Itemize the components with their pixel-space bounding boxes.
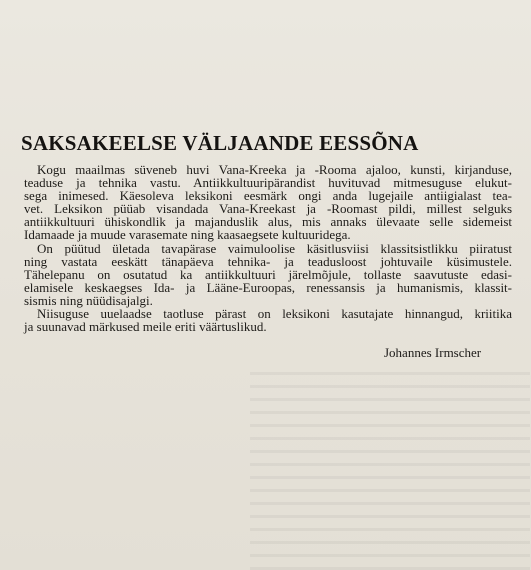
paragraph-2 bbox=[24, 242, 512, 307]
text-line: ja suunavad märkused meile eriti väärtuslikud. bbox=[24, 319, 267, 335]
text-line: antiikkultuuri ühiskondlik ja majanduslik alus, mis annaks ülevaate selle sidemeist bbox=[24, 214, 512, 230]
preface-body bbox=[24, 163, 512, 333]
page-title: SAKSAKEELSE VÄLJAANDE EESSÕNA bbox=[21, 131, 419, 155]
text-line: teaduse ja tehnika vastu. Antiikkultuuripärandist huvituvad mitmesuguse elukut- bbox=[24, 175, 512, 191]
show-through-texture bbox=[250, 372, 530, 570]
paragraph-1 bbox=[24, 163, 512, 242]
text-line: On püütud ületada tavapärase vaimuloolise käsitlusviisi klassitsistlikku piiratust bbox=[37, 240, 512, 256]
text-line: vet. Leksikon püüab visandada Vana-Kreekast ja -Roomast pildi, millest selguks bbox=[24, 201, 512, 217]
text-line: Tähelepanu on osutatud ka antiikkultuuri järelmõjule, tollaste saavutuste edasi- bbox=[24, 266, 512, 282]
paragraph-3 bbox=[24, 307, 512, 333]
text-line: Niisuguse uuelaadse taotluse pärast on leksikoni kasutajate hinnangud, kriitika bbox=[37, 306, 512, 322]
text-line: Kogu maailmas süveneb huvi Vana-Kreeka ja -Rooma ajaloo, kunsti, kirjanduse, bbox=[37, 162, 512, 177]
author-signature: Johannes Irmscher bbox=[384, 345, 482, 360]
text-line: ning vastata eeskätt tänapäeva tehnika- ja teadusloost johtuvaile küsimustele. bbox=[24, 253, 512, 269]
text-line: Idamaade ja muude varasemate ning kaasaegsete kultuuridega. bbox=[24, 227, 351, 243]
text-line: elamisele keskaegses Ida- ja Lääne-Euroopas, renessansis ja humanismis, klassit- bbox=[24, 279, 512, 295]
text-line: sismis ning nüüdisajalgi. bbox=[24, 292, 153, 308]
text-line: sega inimesed. Käesoleva leksikoni eesmärk ongi anda lugejaile antiigialast tea- bbox=[24, 188, 512, 204]
